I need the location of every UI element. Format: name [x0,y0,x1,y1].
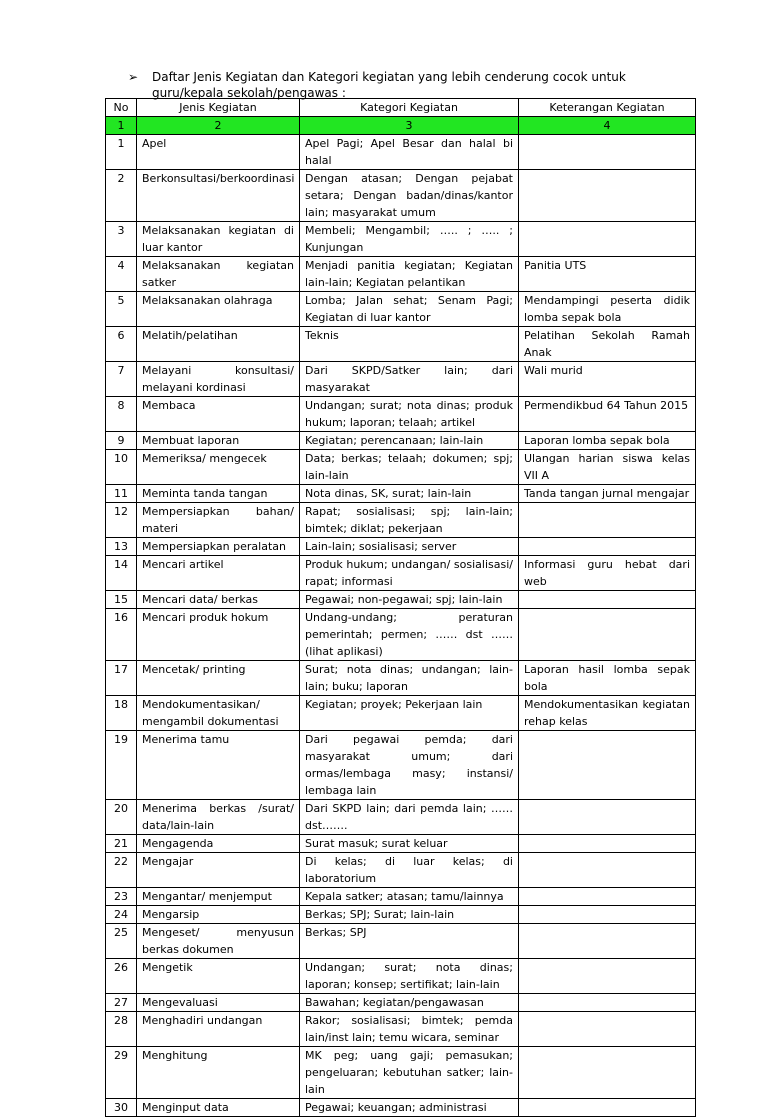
keterangan-kegiatan-cell: Pelatihan Sekolah Ramah Anak [519,327,696,362]
keterangan-kegiatan-cell: Tanda tangan jurnal mengajar [519,485,696,503]
header-kategori: Kategori Kegiatan [300,99,519,117]
kategori-kegiatan-cell: Pegawai; keuangan; administrasi [300,1099,519,1117]
table-row [106,800,696,835]
kategori-kegiatan-cell: Apel Pagi; Apel Besar dan halal bi halal [300,135,519,170]
table-row [106,556,696,591]
table-row [106,924,696,959]
jenis-kegiatan-cell: Mencari data/ berkas [137,591,300,609]
jenis-kegiatan-cell: Mengeset/ menyusun berkas dokumen [137,924,300,959]
table-row [106,432,696,450]
table-row [106,292,696,327]
keterangan-kegiatan-cell [519,609,696,661]
table-row [106,135,696,170]
kategori-kegiatan-cell: Kepala satker; atasan; tamu/lainnya [300,888,519,906]
table-row [106,591,696,609]
row-number: 25 [106,924,137,959]
jenis-kegiatan-cell: Apel [137,135,300,170]
table-row [106,450,696,485]
header-jenis: Jenis Kegiatan [137,99,300,117]
jenis-kegiatan-cell: Melaksanakan olahraga [137,292,300,327]
row-number: 4 [106,257,137,292]
activity-table [105,98,696,1117]
keterangan-kegiatan-cell [519,835,696,853]
row-number: 28 [106,1012,137,1047]
row-number: 29 [106,1047,137,1099]
row-number: 20 [106,800,137,835]
kategori-kegiatan-cell: Lomba; Jalan sehat; Senam Pagi; Kegiatan di luar kantor [300,292,519,327]
kategori-kegiatan-cell: Pegawai; non-pegawai; spj; lain-lain [300,591,519,609]
kategori-kegiatan-cell: Data; berkas; telaah; dokumen; spj; lain-lain [300,450,519,485]
kategori-kegiatan-cell: Berkas; SPJ [300,924,519,959]
kategori-kegiatan-cell: Di kelas; di luar kelas; di laboratorium [300,853,519,888]
keterangan-kegiatan-cell [519,888,696,906]
keterangan-kegiatan-cell [519,959,696,994]
jenis-kegiatan-cell: Mempersiapkan peralatan [137,538,300,556]
kategori-kegiatan-cell: Dengan atasan; Dengan pejabat setara; Dengan badan/dinas/kantor lain; masyarakat umum [300,170,519,222]
row-number: 10 [106,450,137,485]
table-row [106,222,696,257]
row-number: 27 [106,994,137,1012]
jenis-kegiatan-cell: Membaca [137,397,300,432]
kategori-kegiatan-cell: Undangan; surat; nota dinas; produk hukum; laporan; telaah; artikel [300,397,519,432]
keterangan-kegiatan-cell: Permendikbud 64 Tahun 2015 [519,397,696,432]
kategori-kegiatan-cell: Surat; nota dinas; undangan; lain-lain; buku; laporan [300,661,519,696]
jenis-kegiatan-cell: Berkonsultasi/berkoordinasi [137,170,300,222]
arrow-bullet-icon: ➢ [128,70,139,84]
table-row [106,731,696,800]
row-number: 1 [106,135,137,170]
table-row [106,1047,696,1099]
row-number: 7 [106,362,137,397]
kategori-kegiatan-cell: Nota dinas, SK, surat; lain-lain [300,485,519,503]
jenis-kegiatan-cell: Menerima tamu [137,731,300,800]
row-number: 12 [106,503,137,538]
keterangan-kegiatan-cell: Informasi guru hebat dari web [519,556,696,591]
row-number: 9 [106,432,137,450]
keterangan-kegiatan-cell: Panitia UTS [519,257,696,292]
keterangan-kegiatan-cell [519,1099,696,1117]
keterangan-kegiatan-cell [519,731,696,800]
table-row [106,327,696,362]
row-number: 3 [106,222,137,257]
jenis-kegiatan-cell: Menginput data [137,1099,300,1117]
jenis-kegiatan-cell: Mencari artikel [137,556,300,591]
kategori-kegiatan-cell: Lain-lain; sosialisasi; server [300,538,519,556]
table-row [106,853,696,888]
table-row [106,170,696,222]
row-number: 19 [106,731,137,800]
keterangan-kegiatan-cell [519,135,696,170]
keterangan-kegiatan-cell [519,906,696,924]
column-number: 1 [106,117,137,135]
row-number: 8 [106,397,137,432]
row-number: 17 [106,661,137,696]
table-row [106,994,696,1012]
row-number: 5 [106,292,137,327]
row-number: 11 [106,485,137,503]
row-number: 13 [106,538,137,556]
row-number: 15 [106,591,137,609]
kategori-kegiatan-cell: Kegiatan; proyek; Pekerjaan lain [300,696,519,731]
row-number: 2 [106,170,137,222]
jenis-kegiatan-cell: Mencari produk hokum [137,609,300,661]
kategori-kegiatan-cell: Bawahan; kegiatan/pengawasan [300,994,519,1012]
table-row [106,257,696,292]
keterangan-kegiatan-cell [519,994,696,1012]
table-row [106,1099,696,1117]
row-number: 26 [106,959,137,994]
column-number-row [106,117,696,135]
table-row [106,503,696,538]
jenis-kegiatan-cell: Menghadiri undangan [137,1012,300,1047]
keterangan-kegiatan-cell [519,503,696,538]
keterangan-kegiatan-cell: Wali murid [519,362,696,397]
table-row [106,696,696,731]
kategori-kegiatan-cell: Teknis [300,327,519,362]
intro-text: Daftar Jenis Kegiatan dan Kategori kegiatan yang lebih cenderung cocok untuk guru/kepala sekolah/pengawas : [152,70,626,100]
jenis-kegiatan-cell: Mengarsip [137,906,300,924]
kategori-kegiatan-cell: Kegiatan; perencanaan; lain-lain [300,432,519,450]
table-row [106,835,696,853]
keterangan-kegiatan-cell: Laporan lomba sepak bola [519,432,696,450]
kategori-kegiatan-cell: Dari pegawai pemda; dari masyarakat umum; dari ormas/lembaga masy; instansi/ lembaga lain [300,731,519,800]
kategori-kegiatan-cell: Undang-undang; peraturan pemerintah; permen; …… dst ……(lihat aplikasi) [300,609,519,661]
keterangan-kegiatan-cell: Ulangan harian siswa kelas VII A [519,450,696,485]
table-row [106,609,696,661]
jenis-kegiatan-cell: Melaksanakan kegiatan satker [137,257,300,292]
jenis-kegiatan-cell: Mempersiapkan bahan/ materi [137,503,300,538]
kategori-kegiatan-cell: Produk hukum; undangan/ sosialisasi/ rapat; informasi [300,556,519,591]
table-row [106,661,696,696]
row-number: 30 [106,1099,137,1117]
header-no: No [106,99,137,117]
kategori-kegiatan-cell: Rakor; sosialisasi; bimtek; pemda lain/inst lain; temu wicara, seminar [300,1012,519,1047]
header-row [106,99,696,117]
jenis-kegiatan-cell: Menerima berkas /surat/ data/lain-lain [137,800,300,835]
row-number: 23 [106,888,137,906]
row-number: 21 [106,835,137,853]
jenis-kegiatan-cell: Melaksanakan kegiatan di luar kantor [137,222,300,257]
table-row [106,485,696,503]
keterangan-kegiatan-cell [519,170,696,222]
jenis-kegiatan-cell: Mendokumentasikan/ mengambil dokumentasi [137,696,300,731]
jenis-kegiatan-cell: Membuat laporan [137,432,300,450]
row-number: 14 [106,556,137,591]
row-number: 22 [106,853,137,888]
keterangan-kegiatan-cell [519,1012,696,1047]
jenis-kegiatan-cell: Mencetak/ printing [137,661,300,696]
row-number: 16 [106,609,137,661]
table-row [106,888,696,906]
kategori-kegiatan-cell: Surat masuk; surat keluar [300,835,519,853]
table-row [106,362,696,397]
keterangan-kegiatan-cell [519,591,696,609]
row-number: 6 [106,327,137,362]
jenis-kegiatan-cell: Mengantar/ menjemput [137,888,300,906]
kategori-kegiatan-cell: Menjadi panitia kegiatan; Kegiatan lain-lain; Kegiatan pelantikan [300,257,519,292]
kategori-kegiatan-cell: Rapat; sosialisasi; spj; lain-lain; bimtek; diklat; pekerjaan [300,503,519,538]
table-row [106,959,696,994]
keterangan-kegiatan-cell [519,800,696,835]
kategori-kegiatan-cell: Membeli; Mengambil; ….. ; ….. ; Kunjungan [300,222,519,257]
column-number: 2 [137,117,300,135]
kategori-kegiatan-cell: MK peg; uang gaji; pemasukan; pengeluaran; kebutuhan satker; lain-lain [300,1047,519,1099]
intro-paragraph [128,69,698,101]
column-number: 4 [519,117,696,135]
jenis-kegiatan-cell: Melatih/pelatihan [137,327,300,362]
kategori-kegiatan-cell: Berkas; SPJ; Surat; lain-lain [300,906,519,924]
jenis-kegiatan-cell: Mengajar [137,853,300,888]
table-row [106,397,696,432]
keterangan-kegiatan-cell [519,924,696,959]
table-row [106,906,696,924]
keterangan-kegiatan-cell: Mendokumentasikan kegiatan rehap kelas [519,696,696,731]
keterangan-kegiatan-cell [519,853,696,888]
header-keterangan: Keterangan Kegiatan [519,99,696,117]
jenis-kegiatan-cell: Mengevaluasi [137,994,300,1012]
keterangan-kegiatan-cell [519,1047,696,1099]
jenis-kegiatan-cell: Memeriksa/ mengecek [137,450,300,485]
kategori-kegiatan-cell: Dari SKPD/Satker lain; dari masyarakat [300,362,519,397]
table-body [106,135,696,1117]
keterangan-kegiatan-cell: Mendampingi peserta didik lomba sepak bola [519,292,696,327]
row-number: 24 [106,906,137,924]
jenis-kegiatan-cell: Meminta tanda tangan [137,485,300,503]
kategori-kegiatan-cell: Undangan; surat; nota dinas; laporan; konsep; sertifikat; lain-lain [300,959,519,994]
table-row [106,538,696,556]
keterangan-kegiatan-cell [519,222,696,257]
jenis-kegiatan-cell: Melayani konsultasi/ melayani kordinasi [137,362,300,397]
row-number: 18 [106,696,137,731]
jenis-kegiatan-cell: Mengetik [137,959,300,994]
column-number: 3 [300,117,519,135]
table-row [106,1012,696,1047]
keterangan-kegiatan-cell [519,538,696,556]
keterangan-kegiatan-cell: Laporan hasil lomba sepak bola [519,661,696,696]
kategori-kegiatan-cell: Dari SKPD lain; dari pemda lain; …… dst……. [300,800,519,835]
jenis-kegiatan-cell: Menghitung [137,1047,300,1099]
jenis-kegiatan-cell: Mengagenda [137,835,300,853]
